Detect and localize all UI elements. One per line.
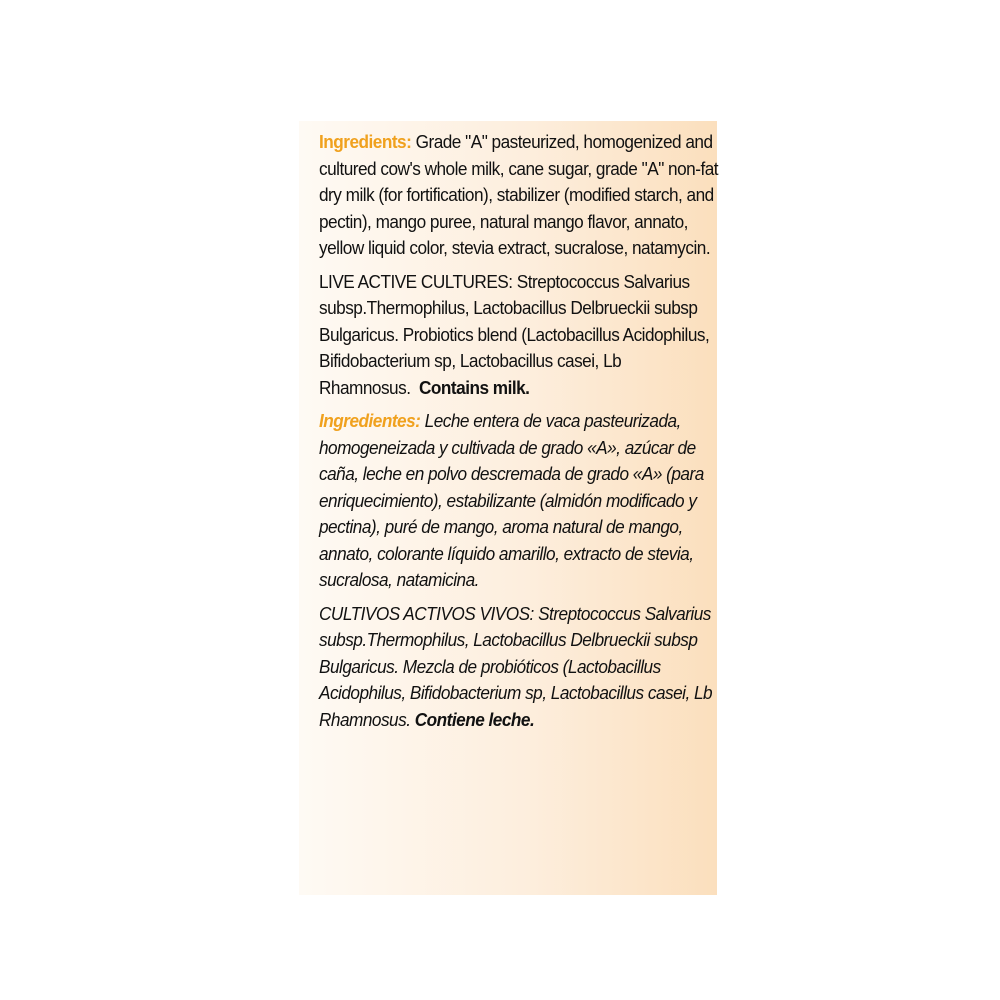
ingredients-paragraph-es [319,408,719,594]
ingredients-text-es: Leche entera de vaca pasteurizada, homogeneizada y cultivada de grado «A», azúcar de caña, leche en polvo descremada de grado «A» (para enriquecimiento), estabilizante (almidón modificado y pectina), puré de mango, aroma natural de mango, annato, colorante líquido amarillo, extracto de stevia, sucralosa, natamicina. [319,410,704,590]
cultures-text-en: LIVE ACTIVE CULTURES: Streptococcus Salvarius subsp.Thermophilus, Lactobacillus Delbrueckii subsp Bulgaricus. Probiotics blend (Lactobacillus Acidophilus, Bifidobacterium sp, Lactobacillus casei, Lb Rhamnosus. [319,270,710,398]
ingredients-paragraph-en [319,129,719,262]
allergen-statement-es: Contiene leche. [414,708,535,730]
cultures-paragraph-en [319,269,719,402]
cultures-text-es: CULTIVOS ACTIVOS VIVOS: Streptococcus Salvarius subsp.Thermophilus, Lactobacillus Delbrueckii subsp Bulgaricus. Mezcla de probióticos (Lactobacillus Acidophilus, Bifidobacterium sp, Lactobacillus casei, Lb Rhamnosus. [319,602,713,730]
ingredients-text-en: Grade "A" pasteurized, homogenized and cultured cow's whole milk, cane sugar, grade "A" non-fat dry milk (for fortification), stabilizer (modified starch, and pectin), mango puree, natural mango flavor, annato, yellow liquid color, stevia extract, sucralose, natamycin. [319,131,719,258]
ingredients-heading-es: Ingredientes: [319,410,421,431]
allergen-statement-en: Contains milk. [419,376,530,398]
ingredients-heading-en: Ingredients: [319,131,412,152]
ingredients-label-panel [299,121,717,895]
cultures-paragraph-es [319,601,719,734]
